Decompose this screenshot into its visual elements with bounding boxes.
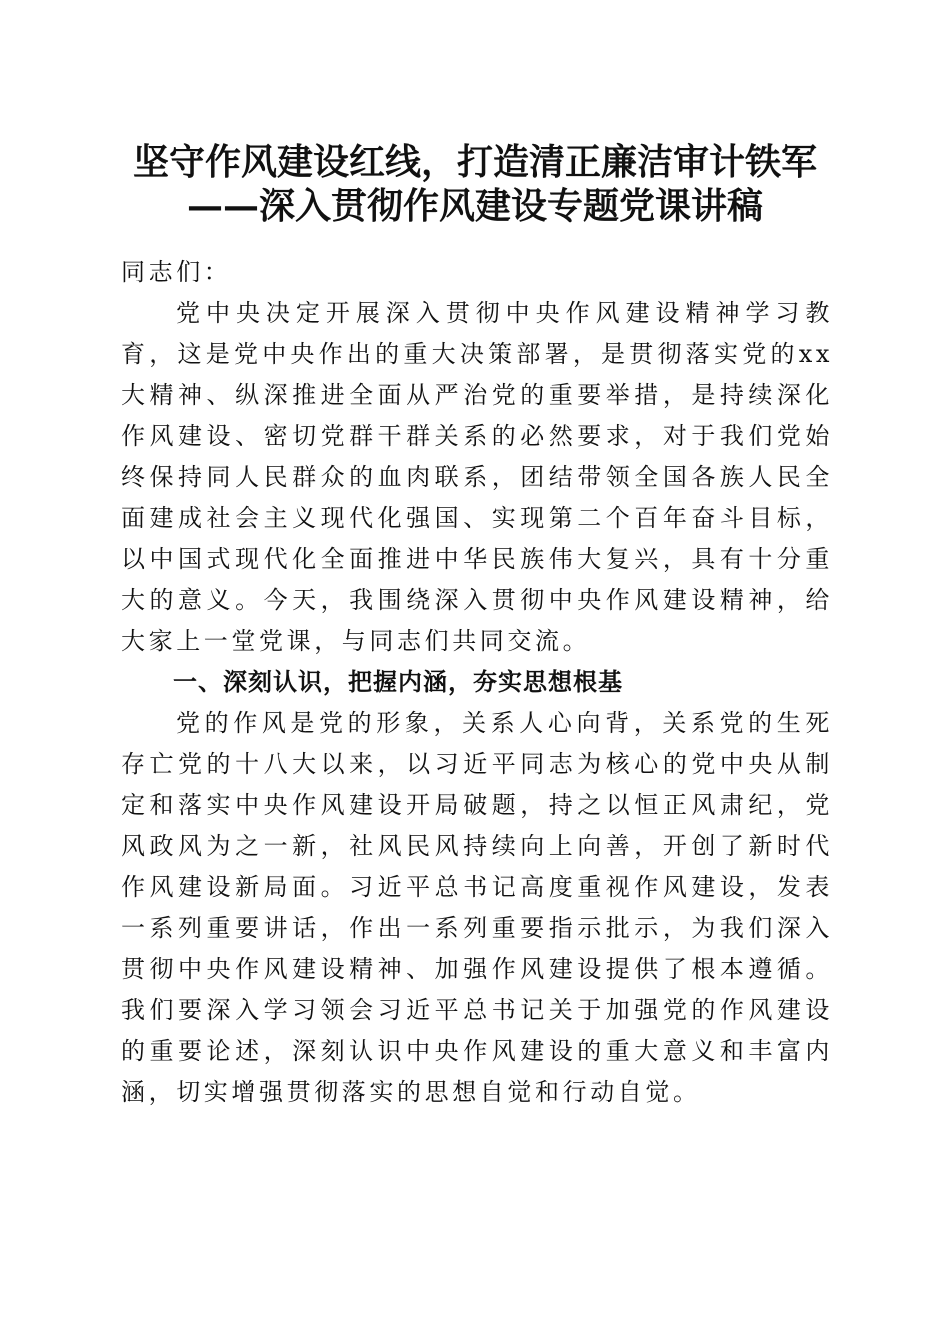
document-body bbox=[121, 252, 833, 1113]
document-title: 坚守作风建设红线，打造清正廉洁审计铁军 bbox=[132, 141, 817, 183]
section-heading-1: 一、深刻认识，把握内涵，夯实思想根基 bbox=[173, 668, 623, 696]
document-subtitle: ——深入贯彻作风建设专题党课讲稿 bbox=[186, 185, 763, 227]
intro-paragraph: 党中央决定开展深入贯彻中央作风建设精神学习教育，这是党中央作出的重大决策部署，是贯彻落实党的xx大精神、纵深推进全面从严治党的重要举措，是持续深化作风建设、密切党群干群关系的必然要求，对于我们党始终保持同人民群众的血肉联系，团结带领全国各族人民全面建成社会主义现代化强国、实现第二个百年奋斗目标，以中国式现代化全面推进中华民族伟大复兴，具有十分重大的意义。今天，我围绕深入贯彻中央作风建设精神，给大家上一堂党课，与同志们共同交流。 bbox=[121, 299, 833, 655]
salutation: 同志们： bbox=[121, 258, 232, 286]
section-1-paragraph: 党的作风是党的形象，关系人心向背，关系党的生死存亡党的十八大以来，以习近平同志为核心的党中央从制定和落实中央作风建设开局破题，持之以恒正风肃纪，党风政风为之一新，社风民风持续向上向善，开创了新时代作风建设新局面。习近平总书记高度重视作风建设，发表一系列重要讲话，作出一系列重要指示批示，为我们深入贯彻中央作风建设精神、加强作风建设提供了根本遵循。我们要深入学习领会习近平总书记关于加强党的作风建设的重要论述，深刻认识中央作风建设的重大意义和丰富内涵，切实增强贯彻落实的思想自觉和行动自觉。 bbox=[121, 709, 833, 1106]
